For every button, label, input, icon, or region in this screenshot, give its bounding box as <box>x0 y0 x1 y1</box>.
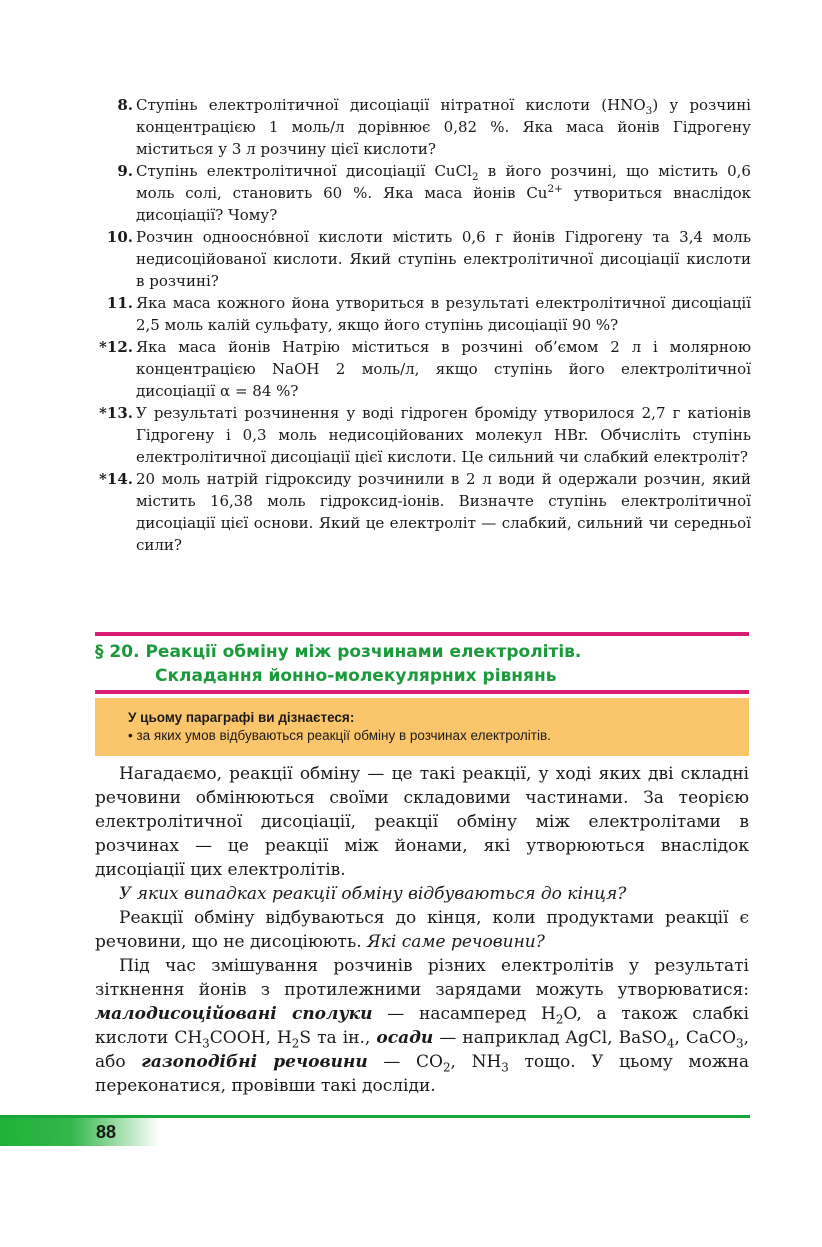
exercise-item <box>95 336 751 402</box>
exercise-number: 11. <box>106 294 133 312</box>
section-divider-top <box>95 632 749 636</box>
text-run: , CaCO <box>674 1028 737 1048</box>
text-run: 2 <box>442 1060 451 1075</box>
exercise-text: Яка маса кожного йона утвориться в результаті електролітичної дисоціації 2,5 моль калій сульфату, якщо його ступінь дисоціації 90 %? <box>136 294 751 334</box>
text-run: 4 <box>666 1036 675 1051</box>
exercise-text: Розчин одноосно́вної кислоти містить 0,6 г йонів Гідрогену та 3,4 моль недисоційованої кислоти. Який ступінь електролітичної дисоціації кислоти в розчині? <box>136 228 751 290</box>
text-run: — CO <box>367 1052 443 1072</box>
exercise-number: 9. <box>117 162 133 180</box>
learning-goals-title: У цьому параграфі ви дізнаєтеся: <box>128 710 355 725</box>
exercise-item <box>95 402 751 468</box>
emphasis-term: газоподібні речовини <box>141 1052 368 1072</box>
section-heading <box>95 640 749 688</box>
text-run: 2 <box>291 1036 300 1051</box>
exercise-number: *13. <box>99 404 133 422</box>
footer-bar <box>0 1118 160 1146</box>
text-run: Під час змішування розчинів різних електролітів у результаті зіткнення йонів з протилежними зарядами можуть утворюватися: <box>95 956 749 1000</box>
text-run: , або <box>95 1028 749 1072</box>
exercise-text: Яка маса йонів Натрію міститься в розчині об’ємом 2 л і молярною концентрацією NaOH 2 моль/л, якщо ступінь його електролітичної дисоціації α = 84 %? <box>136 338 751 400</box>
exercise-number: *14. <box>99 470 133 488</box>
learning-goals-box <box>95 698 749 756</box>
text-run: тощо. У цьому можна переконатися, провівши такі досліди. <box>95 1052 749 1096</box>
exercise-number: 10. <box>106 228 133 246</box>
question-paragraph: У яких випадках реакції обміну відбуваються до кінця? <box>119 884 627 904</box>
text-run: — наприклад AgCl, BaSO <box>433 1028 667 1048</box>
page-number: 88 <box>96 1122 117 1142</box>
text-run: 3 <box>501 1060 509 1075</box>
section-title-line1: § 20. Реакції обміну між розчинами електролітів. <box>95 642 582 662</box>
exercise-text: Ступінь електролітичної дисоціації CuCl$_2$ в його розчині, що містить 0,6 моль солі, становить 60 %. Яка маса йонів $Cu^{2+}$ утвориться внаслідок дисоціації? Чому? <box>136 162 751 224</box>
exercise-number: 8. <box>117 96 133 114</box>
section-title-line2: Складання йонно-молекулярних рівнянь <box>155 666 557 686</box>
text-run: COOH, H <box>209 1028 292 1048</box>
exercise-item <box>95 292 751 336</box>
text-run: O, а також слабкі кислоти CH <box>95 1004 749 1048</box>
text-run: 3 <box>736 1036 744 1051</box>
paragraph: Нагадаємо, реакції обміну — це такі реакції, у ході яких дві складні речовини обмінюються своїми складовими частинами. За теорією електролітичної дисоціації, реакції обміну між електролітами в розчинах — це реакції між йонами, які утворюються внаслідок дисоціації цих електролітів. <box>95 764 749 880</box>
exercise-item <box>95 468 751 556</box>
main-text <box>95 762 749 1098</box>
text-run: S та ін., <box>299 1028 377 1048</box>
emphasis-term: малодисоційовані сполуки <box>95 1004 373 1024</box>
section-divider-bottom <box>95 690 749 694</box>
text-run: 3 <box>202 1036 210 1051</box>
text-run: — насамперед H <box>372 1004 556 1024</box>
paragraph <box>95 954 749 1098</box>
exercise-text: Ступінь електролітичної дисоціації нітратної кислоти $(HNO_3)$ у розчині концентрацією 1 моль/л дорівнює 0,82 %. Яка маса йонів Гідрогену міститься у 3 л розчину цієї кислоти? <box>136 96 751 158</box>
emphasis-term: осади <box>376 1028 434 1048</box>
exercise-item <box>95 160 751 226</box>
exercise-text: У результаті розчинення у воді гідроген броміду утворилося 2,7 г катіонів Гідрогену і 0,3 моль недисоційованих молекул HBr. Обчисліть ступінь електролітичної дисоціації цієї кислоти. Це сильний чи слабкий електроліт? <box>136 404 751 466</box>
exercise-item <box>95 94 751 160</box>
exercise-item <box>95 226 751 292</box>
text-run: 2 <box>555 1012 564 1027</box>
paragraph: Реакції обміну відбуваються до кінця, коли продуктами реакції є речовини, що не дисоціюють. Які саме речовини? <box>95 908 749 952</box>
exercise-text: 20 моль натрій гідроксиду розчинили в 2 л води й одержали розчин, який містить 16,38 моль гідроксид-іонів. Визначте ступінь електролітичної дисоціації цієї основи. Який це електроліт — слабкий, сильний чи середньої сили? <box>136 470 751 554</box>
learning-goal-item: • за яких умов відбуваються реакції обміну в розчинах електролітів. <box>128 728 551 743</box>
exercise-list <box>95 94 751 556</box>
text-run: , NH <box>450 1052 502 1072</box>
exercise-number: *12. <box>99 338 133 356</box>
